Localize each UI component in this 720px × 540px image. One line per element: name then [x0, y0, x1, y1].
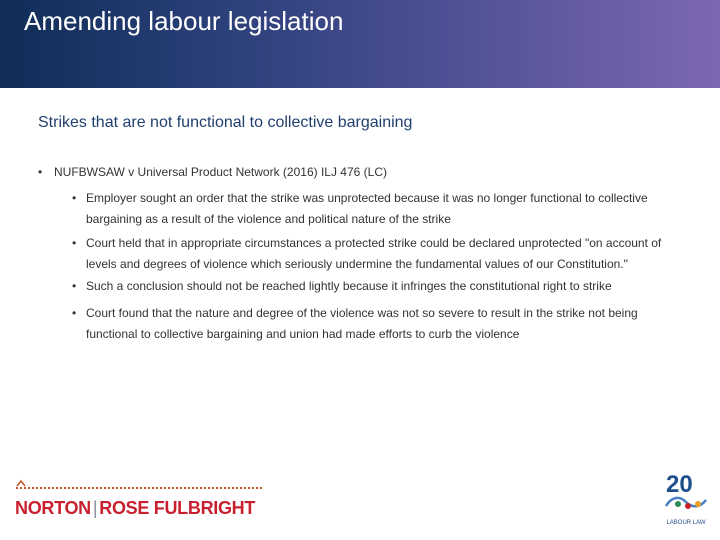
anniversary-caption: LABOUR LAW	[666, 520, 706, 526]
bullet-text: NUFBWSAW v Universal Product Network (2016) ILJ 476 (LC)	[54, 165, 387, 179]
anniversary-logo-icon	[658, 466, 714, 530]
sub-bullet-text: Employer sought an order that the strike was unprotected because it was no longer functional to collective bargaining as a result of the violence and political nature of the strike	[86, 191, 648, 226]
sub-bullet-dot: •	[72, 236, 77, 250]
sub-bullet-item	[72, 276, 672, 297]
brand-name-part1: NORTON	[15, 498, 91, 518]
footer-dotted-rule	[16, 487, 262, 489]
title-banner	[0, 0, 720, 88]
sub-bullet-text: Court held that in appropriate circumstances a protected strike could be declared unprotected "on account of levels and degrees of violence which seriously undermine the fundamental values of our Constitution."	[86, 236, 662, 271]
sub-bullet-dot: •	[72, 279, 77, 293]
sub-bullet-item	[72, 303, 672, 345]
sub-bullet-item	[72, 188, 672, 230]
slide-subtitle: Strikes that are not functional to collective bargaining	[38, 114, 413, 131]
brand-chevron-icon	[16, 479, 26, 487]
slide-title: Amending labour legislation	[24, 6, 344, 36]
sub-bullet-text: Such a conclusion should not be reached lightly because it infringes the constitutional right to strike	[86, 279, 612, 293]
sub-bullet-dot: •	[72, 306, 77, 320]
sub-bullet-item	[72, 233, 672, 275]
brand-logo	[15, 498, 255, 519]
sub-bullet-dot: •	[72, 191, 77, 205]
brand-separator: |	[92, 498, 98, 518]
brand-name-part2: ROSE FULBRIGHT	[99, 498, 256, 518]
bullet-dot: •	[38, 165, 43, 179]
anniversary-number: 20	[666, 471, 693, 498]
sub-bullet-text: Court found that the nature and degree of the violence was not so severe to result in the strike not being functional to collective bargaining and union had made efforts to curb the violence	[86, 306, 638, 341]
